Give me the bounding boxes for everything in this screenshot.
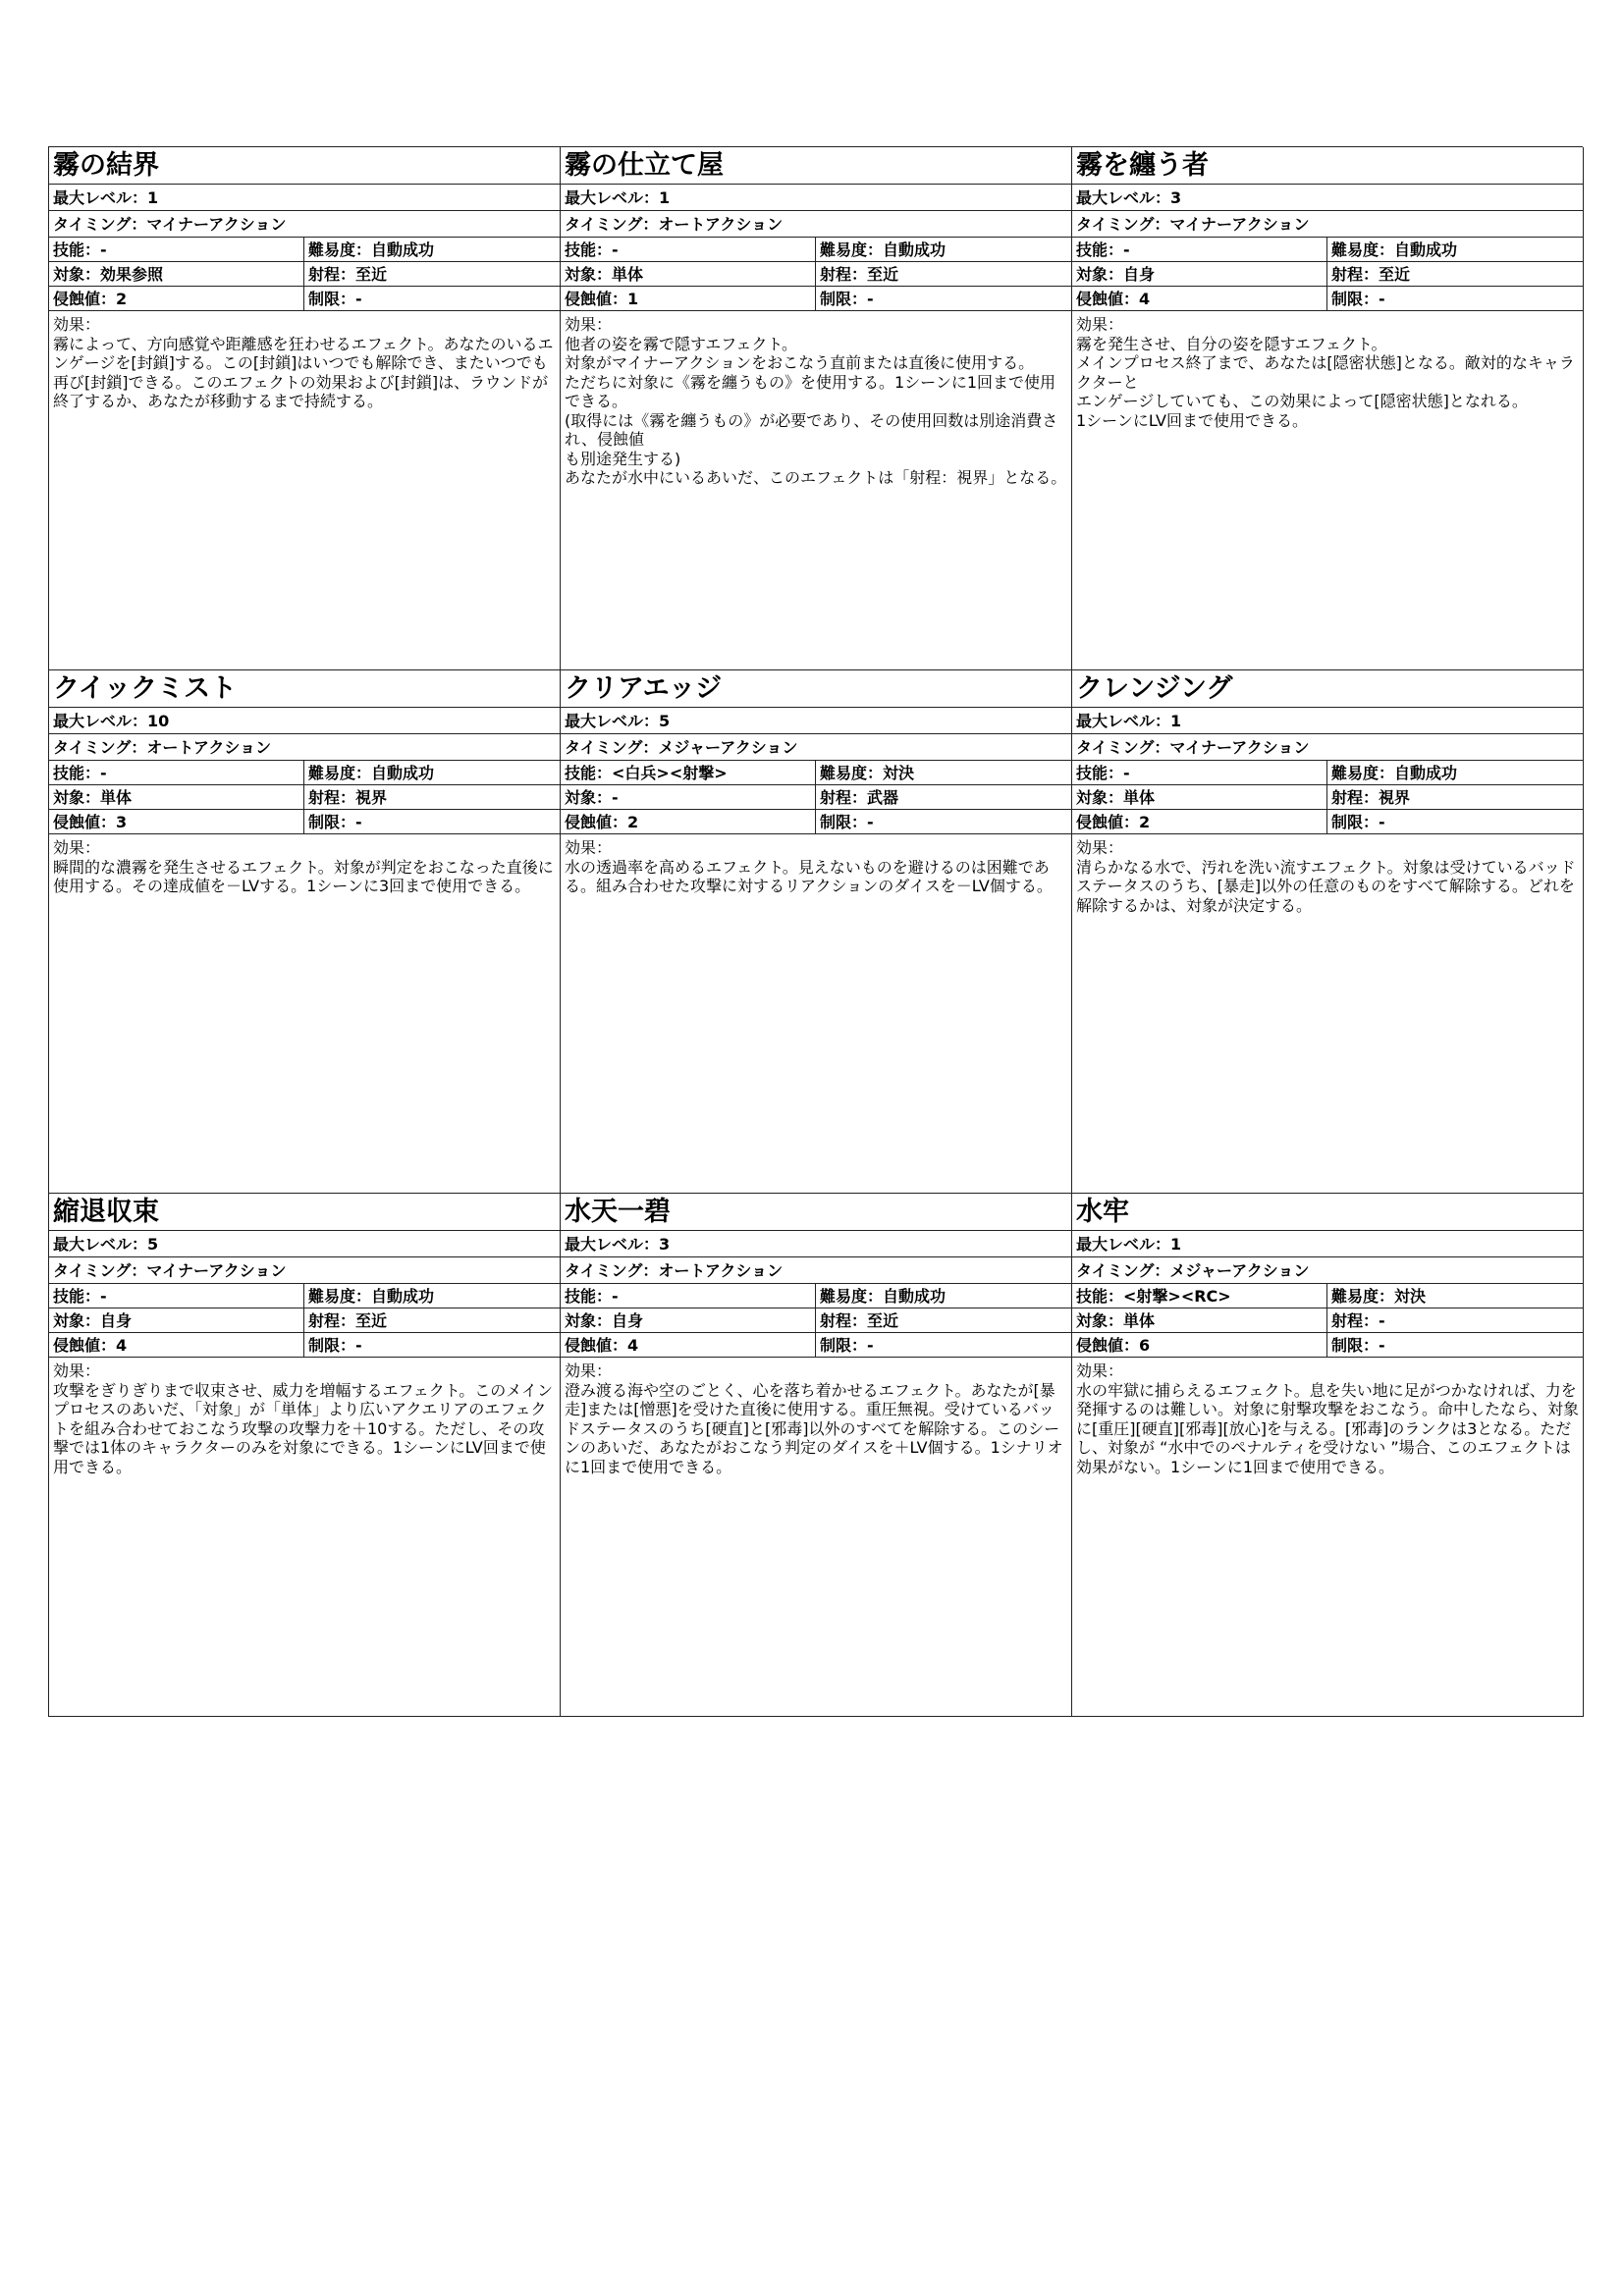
timing-value: マイナーアクション bbox=[1169, 738, 1310, 757]
effect-card-6 bbox=[1072, 670, 1584, 1194]
difficulty-value: 対決 bbox=[1394, 1287, 1427, 1306]
erosion-label: 侵蝕値： bbox=[565, 290, 628, 308]
target-range-row bbox=[49, 1308, 560, 1333]
target-label: 対象： bbox=[53, 1311, 101, 1330]
skill-cell bbox=[561, 238, 816, 261]
difficulty-label: 難易度： bbox=[1331, 1287, 1395, 1306]
timing-value: マイナーアクション bbox=[146, 215, 287, 234]
limit-cell bbox=[816, 287, 1071, 310]
effect-name: 霧の仕立て屋 bbox=[561, 147, 1071, 185]
target-label: 対象： bbox=[1076, 265, 1124, 284]
timing-value: オートアクション bbox=[658, 215, 784, 234]
target-label: 対象： bbox=[1076, 788, 1124, 807]
limit-label: 制限： bbox=[820, 290, 868, 308]
max-level-row bbox=[1072, 708, 1583, 734]
erosion-cell bbox=[1072, 1333, 1327, 1357]
effect-label: 効果： bbox=[1076, 315, 1124, 334]
skill-difficulty-row bbox=[561, 1284, 1071, 1308]
range-value: 視界 bbox=[355, 788, 388, 807]
erosion-value: 2 bbox=[116, 290, 128, 308]
skill-label: 技能： bbox=[53, 1287, 101, 1306]
erosion-cell bbox=[561, 1333, 816, 1357]
difficulty-cell bbox=[304, 1284, 560, 1308]
erosion-cell bbox=[49, 287, 304, 310]
max-level-row bbox=[561, 1231, 1071, 1257]
erosion-label: 侵蝕値： bbox=[565, 813, 628, 831]
timing-row bbox=[49, 211, 560, 238]
effect-box bbox=[1072, 311, 1583, 669]
difficulty-value: 自動成功 bbox=[1394, 240, 1458, 259]
effect-box bbox=[1072, 1358, 1583, 1716]
range-cell bbox=[304, 262, 560, 286]
max-level-value: 1 bbox=[1170, 1235, 1182, 1254]
timing-value: マイナーアクション bbox=[1169, 215, 1310, 234]
effect-card-1 bbox=[49, 147, 561, 670]
range-value: 視界 bbox=[1379, 788, 1411, 807]
max-level-value: 3 bbox=[1170, 188, 1182, 207]
range-value: - bbox=[1379, 1311, 1385, 1330]
limit-cell bbox=[1327, 287, 1583, 310]
timing-row bbox=[561, 211, 1071, 238]
effect-label: 効果： bbox=[53, 838, 101, 857]
max-level-label: 最大レベル： bbox=[53, 712, 148, 730]
range-label: 射程： bbox=[308, 265, 356, 284]
limit-cell bbox=[304, 287, 560, 310]
target-value: 単体 bbox=[1123, 788, 1156, 807]
erosion-value: 3 bbox=[116, 813, 128, 831]
difficulty-label: 難易度： bbox=[820, 240, 884, 259]
target-value: 単体 bbox=[612, 265, 644, 284]
difficulty-value: 自動成功 bbox=[883, 1287, 947, 1306]
effect-box bbox=[561, 1358, 1071, 1716]
skill-label: 技能： bbox=[1076, 1287, 1124, 1306]
effect-label: 効果： bbox=[565, 315, 613, 334]
skill-difficulty-row bbox=[1072, 761, 1583, 785]
skill-label: 技能： bbox=[1076, 240, 1124, 259]
target-label: 対象： bbox=[53, 788, 101, 807]
difficulty-label: 難易度： bbox=[820, 1287, 884, 1306]
target-cell bbox=[49, 785, 304, 809]
effect-label: 効果： bbox=[1076, 1362, 1124, 1380]
limit-value: - bbox=[867, 290, 874, 308]
erosion-value: 1 bbox=[627, 290, 639, 308]
skill-value: - bbox=[1123, 240, 1130, 259]
max-level-value: 5 bbox=[147, 1235, 159, 1254]
target-range-row bbox=[1072, 785, 1583, 810]
max-level-label: 最大レベル： bbox=[53, 1235, 148, 1254]
difficulty-value: 自動成功 bbox=[371, 1287, 435, 1306]
erosion-limit-row bbox=[49, 1333, 560, 1358]
difficulty-value: 自動成功 bbox=[1394, 764, 1458, 782]
range-label: 射程： bbox=[308, 1311, 356, 1330]
timing-row bbox=[561, 734, 1071, 761]
erosion-label: 侵蝕値： bbox=[53, 290, 117, 308]
effect-box bbox=[561, 834, 1071, 1193]
limit-label: 制限： bbox=[820, 1336, 868, 1355]
difficulty-value: 自動成功 bbox=[371, 240, 435, 259]
difficulty-cell bbox=[1327, 761, 1583, 784]
max-level-row bbox=[1072, 185, 1583, 211]
skill-label: 技能： bbox=[53, 764, 101, 782]
limit-label: 制限： bbox=[1331, 1336, 1380, 1355]
max-level-label: 最大レベル： bbox=[565, 188, 660, 207]
effect-box bbox=[561, 311, 1071, 669]
target-cell bbox=[561, 785, 816, 809]
skill-label: 技能： bbox=[565, 764, 613, 782]
effect-name: クイックミスト bbox=[49, 670, 560, 708]
limit-value: - bbox=[867, 813, 874, 831]
erosion-cell bbox=[49, 810, 304, 833]
skill-value: <射撃><RC> bbox=[1123, 1287, 1231, 1306]
timing-label: タイミング： bbox=[1076, 1261, 1170, 1280]
range-value: 至近 bbox=[867, 1311, 899, 1330]
timing-value: オートアクション bbox=[658, 1261, 784, 1280]
erosion-limit-row bbox=[49, 287, 560, 311]
target-cell bbox=[1072, 785, 1327, 809]
skill-difficulty-row bbox=[1072, 1284, 1583, 1308]
erosion-cell bbox=[561, 287, 816, 310]
difficulty-label: 難易度： bbox=[308, 764, 372, 782]
erosion-label: 侵蝕値： bbox=[1076, 1336, 1140, 1355]
range-cell bbox=[816, 785, 1071, 809]
effect-name: 水天一碧 bbox=[561, 1194, 1071, 1231]
max-level-row bbox=[561, 708, 1071, 734]
effect-label: 効果： bbox=[53, 1362, 101, 1380]
erosion-limit-row bbox=[1072, 810, 1583, 834]
erosion-value: 4 bbox=[1139, 290, 1151, 308]
max-level-value: 1 bbox=[1170, 712, 1182, 730]
timing-label: タイミング： bbox=[53, 1261, 147, 1280]
timing-value: メジャーアクション bbox=[1169, 1261, 1310, 1280]
skill-value: - bbox=[1123, 764, 1130, 782]
effect-name: クリアエッジ bbox=[561, 670, 1071, 708]
effect-text: 他者の姿を霧で隠すエフェクト。 対象がマイナーアクションをおこなう直前または直後に使用する。 ただちに対象に《霧を纏うもの》を使用する。1シーンに1回まで使用できる。 (取得には《霧を纏うもの》が必要であり、その使用回数は別途消費され、侵蝕値 も別途発生する) あなたが水中にいるあいだ、このエフェクトは「射程：視界」となる。 bbox=[565, 334, 1067, 487]
limit-label: 制限： bbox=[1331, 290, 1380, 308]
skill-difficulty-row bbox=[49, 761, 560, 785]
max-level-row bbox=[561, 185, 1071, 211]
max-level-label: 最大レベル： bbox=[565, 1235, 660, 1254]
difficulty-cell bbox=[816, 1284, 1071, 1308]
max-level-label: 最大レベル： bbox=[565, 712, 660, 730]
skill-cell bbox=[1072, 238, 1327, 261]
max-level-row bbox=[49, 1231, 560, 1257]
skill-value: <白兵><射撃> bbox=[612, 764, 728, 782]
limit-label: 制限： bbox=[308, 813, 356, 831]
effect-card-4 bbox=[49, 670, 561, 1194]
effect-card-7 bbox=[49, 1194, 561, 1717]
limit-cell bbox=[1327, 810, 1583, 833]
effect-box bbox=[1072, 834, 1583, 1193]
target-value: - bbox=[612, 788, 619, 807]
skill-difficulty-row bbox=[49, 238, 560, 262]
target-value: 効果参照 bbox=[100, 265, 164, 284]
erosion-value: 4 bbox=[116, 1336, 128, 1355]
timing-label: タイミング： bbox=[53, 738, 147, 757]
limit-cell bbox=[304, 810, 560, 833]
max-level-label: 最大レベル： bbox=[1076, 1235, 1171, 1254]
effect-text: 攻撃をぎりぎりまで収束させ、威力を増幅するエフェクト。このメインプロセスのあいだ、「対象」が「単体」より広いアクエリアのエフェクトを組み合わせておこなう攻撃の攻撃力を＋10する。ただし、その攻撃では1体のキャラクターのみを対象にできる。1シーンにLV回まで使用できる。 bbox=[53, 1380, 553, 1476]
skill-value: - bbox=[100, 1287, 107, 1306]
target-range-row bbox=[1072, 1308, 1583, 1333]
target-range-row bbox=[1072, 262, 1583, 287]
erosion-value: 2 bbox=[1139, 813, 1151, 831]
timing-label: タイミング： bbox=[1076, 215, 1170, 234]
timing-label: タイミング： bbox=[565, 738, 659, 757]
target-value: 自身 bbox=[1123, 265, 1156, 284]
effect-text: 澄み渡る海や空のごとく、心を落ち着かせるエフェクト。あなたが[暴走]または[憎悪]を受けた直後に使用する。重圧無視。受けているバッドステータスのうち[硬直]と[邪毒]以外のすべてを解除する。このシーンのあいだ、あなたがおこなう判定のダイスを＋LV個する。1シナリオに1回まで使用できる。 bbox=[565, 1380, 1063, 1476]
skill-cell bbox=[1072, 1284, 1327, 1308]
skill-difficulty-row bbox=[1072, 238, 1583, 262]
skill-cell bbox=[561, 761, 816, 784]
limit-value: - bbox=[355, 290, 362, 308]
max-level-value: 5 bbox=[659, 712, 671, 730]
max-level-value: 10 bbox=[147, 712, 170, 730]
range-value: 武器 bbox=[867, 788, 899, 807]
effect-label: 効果： bbox=[565, 838, 613, 857]
max-level-label: 最大レベル： bbox=[1076, 188, 1171, 207]
effect-text: 清らかなる水で、汚れを洗い流すエフェクト。対象は受けているバッドステータスのうち、[暴走]以外の任意のものをすべて解除する。どれを解除するかは、対象が決定する。 bbox=[1076, 857, 1576, 915]
effect-text: 霧によって、方向感覚や距離感を狂わせるエフェクト。あなたのいるエンゲージを[封鎖]する。この[封鎖]はいつでも解除でき、またいつでも再び[封鎖]できる。このエフェクトの効果および[封鎖]は、ラウンドが終了するか、あなたが移動するまで持続する。 bbox=[53, 334, 554, 410]
erosion-label: 侵蝕値： bbox=[53, 1336, 117, 1355]
erosion-cell bbox=[1072, 810, 1327, 833]
skill-label: 技能： bbox=[1076, 764, 1124, 782]
skill-value: - bbox=[612, 240, 619, 259]
erosion-label: 侵蝕値： bbox=[1076, 290, 1140, 308]
difficulty-value: 自動成功 bbox=[883, 240, 947, 259]
limit-cell bbox=[816, 1333, 1071, 1357]
skill-cell bbox=[49, 761, 304, 784]
target-label: 対象： bbox=[1076, 1311, 1124, 1330]
range-label: 射程： bbox=[1331, 1311, 1380, 1330]
timing-value: マイナーアクション bbox=[146, 1261, 287, 1280]
max-level-label: 最大レベル： bbox=[1076, 712, 1171, 730]
effect-name: 縮退収束 bbox=[49, 1194, 560, 1231]
effect-text: 水の透過率を高めるエフェクト。見えないものを避けるのは困難である。組み合わせた攻撃に対するリアクションのダイスを－LV個する。 bbox=[565, 857, 1053, 895]
range-label: 射程： bbox=[820, 1311, 868, 1330]
target-label: 対象： bbox=[565, 788, 613, 807]
limit-label: 制限： bbox=[308, 290, 356, 308]
erosion-cell bbox=[49, 1333, 304, 1357]
range-label: 射程： bbox=[1331, 788, 1380, 807]
difficulty-label: 難易度： bbox=[308, 1287, 372, 1306]
timing-label: タイミング： bbox=[53, 215, 147, 234]
skill-value: - bbox=[100, 240, 107, 259]
skill-label: 技能： bbox=[565, 1287, 613, 1306]
difficulty-label: 難易度： bbox=[1331, 240, 1395, 259]
target-range-row bbox=[561, 262, 1071, 287]
skill-difficulty-row bbox=[49, 1284, 560, 1308]
effect-card-2 bbox=[561, 147, 1072, 670]
max-level-value: 3 bbox=[659, 1235, 671, 1254]
limit-value: - bbox=[1379, 1336, 1385, 1355]
target-range-row bbox=[49, 262, 560, 287]
skill-difficulty-row bbox=[561, 238, 1071, 262]
effect-text: 瞬間的な濃霧を発生させるエフェクト。対象が判定をおこなった直後に使用する。その達成値を－LVする。1シーンに3回まで使用できる。 bbox=[53, 857, 554, 895]
erosion-value: 6 bbox=[1139, 1336, 1151, 1355]
difficulty-cell bbox=[304, 761, 560, 784]
target-cell bbox=[561, 1308, 816, 1332]
erosion-limit-row bbox=[49, 810, 560, 834]
effect-box bbox=[49, 1358, 560, 1716]
max-level-value: 1 bbox=[659, 188, 671, 207]
erosion-value: 4 bbox=[627, 1336, 639, 1355]
difficulty-label: 難易度： bbox=[308, 240, 372, 259]
erosion-limit-row bbox=[1072, 1333, 1583, 1358]
skill-label: 技能： bbox=[565, 240, 613, 259]
erosion-limit-row bbox=[561, 810, 1071, 834]
range-label: 射程： bbox=[308, 788, 356, 807]
erosion-limit-row bbox=[1072, 287, 1583, 311]
range-cell bbox=[304, 785, 560, 809]
target-cell bbox=[49, 262, 304, 286]
timing-value: オートアクション bbox=[146, 738, 272, 757]
effect-box bbox=[49, 311, 560, 669]
effect-card-3 bbox=[1072, 147, 1584, 670]
skill-cell bbox=[1072, 761, 1327, 784]
effect-box bbox=[49, 834, 560, 1193]
skill-cell bbox=[561, 1284, 816, 1308]
limit-label: 制限： bbox=[308, 1336, 356, 1355]
target-cell bbox=[49, 1308, 304, 1332]
limit-cell bbox=[816, 810, 1071, 833]
range-value: 至近 bbox=[355, 1311, 388, 1330]
skill-cell bbox=[49, 1284, 304, 1308]
timing-row bbox=[49, 1257, 560, 1284]
effect-card-8 bbox=[561, 1194, 1072, 1717]
target-cell bbox=[561, 262, 816, 286]
erosion-value: 2 bbox=[627, 813, 639, 831]
limit-value: - bbox=[1379, 813, 1385, 831]
difficulty-value: 自動成功 bbox=[371, 764, 435, 782]
limit-label: 制限： bbox=[1331, 813, 1380, 831]
difficulty-value: 対決 bbox=[883, 764, 915, 782]
difficulty-label: 難易度： bbox=[1331, 764, 1395, 782]
target-value: 単体 bbox=[1123, 1311, 1156, 1330]
target-range-row bbox=[561, 1308, 1071, 1333]
range-cell bbox=[1327, 262, 1583, 286]
range-cell bbox=[1327, 785, 1583, 809]
range-value: 至近 bbox=[355, 265, 388, 284]
target-cell bbox=[1072, 1308, 1327, 1332]
target-label: 対象： bbox=[565, 265, 613, 284]
erosion-cell bbox=[561, 810, 816, 833]
erosion-cell bbox=[1072, 287, 1327, 310]
timing-row bbox=[1072, 734, 1583, 761]
timing-row bbox=[1072, 1257, 1583, 1284]
range-value: 至近 bbox=[1379, 265, 1411, 284]
timing-label: タイミング： bbox=[1076, 738, 1170, 757]
effect-card-sheet bbox=[48, 146, 1583, 1717]
target-range-row bbox=[49, 785, 560, 810]
difficulty-cell bbox=[816, 761, 1071, 784]
effect-label: 効果： bbox=[1076, 838, 1124, 857]
range-cell bbox=[304, 1308, 560, 1332]
target-range-row bbox=[561, 785, 1071, 810]
target-value: 自身 bbox=[612, 1311, 644, 1330]
max-level-row bbox=[49, 185, 560, 211]
erosion-limit-row bbox=[561, 287, 1071, 311]
timing-row bbox=[1072, 211, 1583, 238]
effect-text: 霧を発生させ、自分の姿を隠すエフェクト。 メインプロセス終了まで、あなたは[隠密状態]となる。敵対的なキャラクターと エンゲージしていても、この効果によって[隠密状態]となれる。 1シーンにLV回まで使用できる。 bbox=[1076, 334, 1575, 430]
range-cell bbox=[816, 262, 1071, 286]
limit-cell bbox=[1327, 1333, 1583, 1357]
max-level-row bbox=[49, 708, 560, 734]
effect-name: 水牢 bbox=[1072, 1194, 1583, 1231]
erosion-label: 侵蝕値： bbox=[565, 1336, 628, 1355]
skill-value: - bbox=[100, 764, 107, 782]
timing-row bbox=[49, 734, 560, 761]
effect-name: 霧の結界 bbox=[49, 147, 560, 185]
timing-row bbox=[561, 1257, 1071, 1284]
max-level-row bbox=[1072, 1231, 1583, 1257]
effect-card-5 bbox=[561, 670, 1072, 1194]
skill-value: - bbox=[612, 1287, 619, 1306]
range-value: 至近 bbox=[867, 265, 899, 284]
target-label: 対象： bbox=[53, 265, 101, 284]
limit-value: - bbox=[1379, 290, 1385, 308]
range-cell bbox=[1327, 1308, 1583, 1332]
erosion-label: 侵蝕値： bbox=[53, 813, 117, 831]
limit-value: - bbox=[355, 813, 362, 831]
skill-difficulty-row bbox=[561, 761, 1071, 785]
limit-label: 制限： bbox=[820, 813, 868, 831]
range-label: 射程： bbox=[1331, 265, 1380, 284]
target-cell bbox=[1072, 262, 1327, 286]
skill-cell bbox=[49, 238, 304, 261]
difficulty-cell bbox=[1327, 238, 1583, 261]
effect-label: 効果： bbox=[565, 1362, 613, 1380]
erosion-label: 侵蝕値： bbox=[1076, 813, 1140, 831]
max-level-value: 1 bbox=[147, 188, 159, 207]
timing-label: タイミング： bbox=[565, 1261, 659, 1280]
limit-cell bbox=[304, 1333, 560, 1357]
difficulty-cell bbox=[1327, 1284, 1583, 1308]
effect-text: 水の牢獄に捕らえるエフェクト。息を失い地に足がつかなければ、力を発揮するのは難しい。対象に射撃攻撃をおこなう。命中したなら、対象に[重圧][硬直][邪毒][放心]を与える。[邪毒]のランクは3となる。ただし、対象が “水中でのペナルティを受けない ”場合、このエフェクトは効果がない。1シーンに1回まで使用できる。 bbox=[1076, 1380, 1580, 1476]
target-value: 単体 bbox=[100, 788, 133, 807]
difficulty-cell bbox=[304, 238, 560, 261]
target-label: 対象： bbox=[565, 1311, 613, 1330]
limit-value: - bbox=[355, 1336, 362, 1355]
limit-value: - bbox=[867, 1336, 874, 1355]
effect-card-9 bbox=[1072, 1194, 1584, 1717]
range-label: 射程： bbox=[820, 265, 868, 284]
skill-label: 技能： bbox=[53, 240, 101, 259]
erosion-limit-row bbox=[561, 1333, 1071, 1358]
effect-name: 霧を纏う者 bbox=[1072, 147, 1583, 185]
range-label: 射程： bbox=[820, 788, 868, 807]
timing-value: メジャーアクション bbox=[658, 738, 798, 757]
difficulty-label: 難易度： bbox=[820, 764, 884, 782]
timing-label: タイミング： bbox=[565, 215, 659, 234]
target-value: 自身 bbox=[100, 1311, 133, 1330]
effect-name: クレンジング bbox=[1072, 670, 1583, 708]
difficulty-cell bbox=[816, 238, 1071, 261]
max-level-label: 最大レベル： bbox=[53, 188, 148, 207]
range-cell bbox=[816, 1308, 1071, 1332]
effect-label: 効果： bbox=[53, 315, 101, 334]
